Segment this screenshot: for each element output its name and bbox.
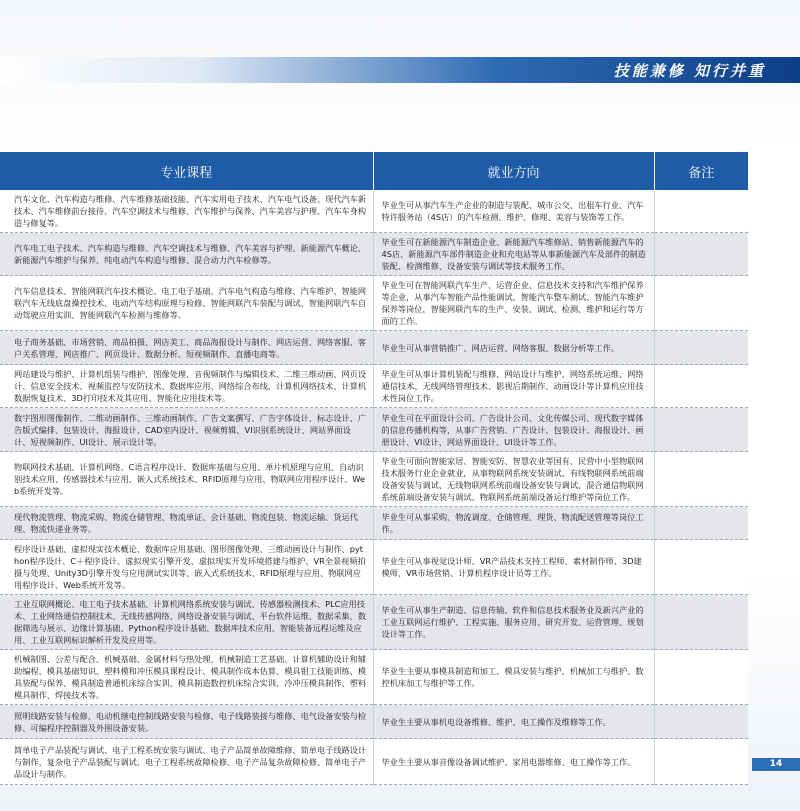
table-row <box>0 507 748 540</box>
courses-cell: 照明线路安装与检修、电动机继电控制线路安装与检修、电子线路装接与维修、电气设备安装与检修、可编程序控制器及外围设备安装。 <box>0 705 373 739</box>
school-motto: 技能兼修 知行并重 <box>613 62 766 80</box>
table-header-row <box>0 152 748 190</box>
notes-cell <box>654 408 748 452</box>
table-row <box>0 650 748 705</box>
courses-cell: 机械制图、公差与配合、机械基础、金属材料与热处理、机械制造工艺基础、计算机辅助设计和辅助编程、模具基础知识、塑料模和冲压模具课程设计、模具制作成本估算、模具钳工技能训练、模具装配与保养、模具制造普通机床综合实训、模具制造数控机床综合实训、冷冲压模具制作、塑料模具制作、焊接技术等。 <box>0 650 373 705</box>
courses-cell: 工业互联网概论、电工电子技术基础、计算机网络系统安装与调试、传感器检测技术、PLC应用技术、工业网络通信控制技术、无线传感网络、网络设备安装与调试、平台软件运维、数据采集、数据筛选与展示、边缘计算基础、Python程序设计基础、数据库技术应用、智能装备远程运维及应用、工业互联网标识解析开发及应用等。 <box>0 595 373 650</box>
courses-cell: 汽车电工电子技术、汽车构造与维修、汽车空调技术与维修、汽车美容与护理、新能源汽车概论、新能源汽车维护与保养、纯电动汽车构造与维修、混合动力汽车检修等。 <box>0 233 373 276</box>
table-row <box>0 233 748 276</box>
column-header-courses: 专业课程 <box>0 152 373 190</box>
courses-cell: 汽车信息技术、智能网联汽车技术概论、电工电子基础、汽车电气构造与维修、汽车维护、智能网联汽车无线底盘操控技术、电动汽车结构原理与检修、智能网联汽车装配与调试、智能网联汽车自动驾驶应用实训、智能网联汽车检测与维修等。 <box>0 276 373 331</box>
courses-cell: 简单电子产品装配与调试、电子工程系统安装与调试、电子产品简单故障维修、简单电子线路设计与制作、复杂电子产品装配与调试、电子工程系统故障检修、电子产品复杂故障检修、简单电子产品设计与制作。 <box>0 739 373 785</box>
column-header-notes: 备注 <box>654 152 748 190</box>
courses-cell: 物联网技术基础、计算机网络、C语言程序设计、数据库基础与应用、单片机原理与应用、自动识别技术应用、传感器技术与应用、嵌入式系统技术、RFID原理与应用、物联网应用程序设计、Web系统开发等。 <box>0 452 373 507</box>
page-number: 14 <box>752 758 800 771</box>
jobs-cell: 毕业生可从事汽车生产企业的制造与装配、城市公交、出租车行业、汽车特许服务站（4S店）的汽车检测、维护、修理、美容与装饰等工作。 <box>373 190 654 233</box>
notes-cell <box>654 276 748 331</box>
courses-cell: 网站建设与维护、计算机组装与维护、图像处理、音视频制作与编辑技术、二维三维动画、网页设计、信息安全技术、视频监控与安防技术、数据库应用、网络综合布线、计算机网络技术、计算机数据恢复技术、3D打印技术及其应用、智能化应用技术等。 <box>0 365 373 408</box>
jobs-cell: 毕业生可从事视觉设计师、VR产品技术支持工程师、素材制作师、3D建模师、VR市场营销、计算机程序设计员等工作。 <box>373 540 654 595</box>
courses-cell: 程序设计基础、虚拟现实技术概论、数据库应用基础、图形图像处理、三维动画设计与制作、python程序设计、C＋程序设计、虚拟现实引擎开发、虚拟现实开发环境搭建与维护、VR全景视频拍摄与处理、Unity3D引擎开发与应用测试实训等、嵌入式系统技术、RFID原理与应用、物联网应用程序设计、Web系统开发等。 <box>0 540 373 595</box>
courses-cell: 汽车文化、汽车构造与维修、汽车维修基础技能、汽车实用电子技术、汽车电气设备、现代汽车新技术、汽车维修前台接待、汽车空调技术与维修、汽车维护与保养、汽车美容与护理、汽车车身构造与修复等。 <box>0 190 373 233</box>
table-row <box>0 540 748 595</box>
jobs-cell: 毕业生可在新能源汽车制造企业、新能源汽车维修站、销售新能源汽车的4S店、新能源汽车部件制造企业和充电站等从事新能源汽车及部件的制造装配、检测维修、设备安装与调试等技术服务工作。 <box>373 233 654 276</box>
jobs-cell: 毕业生主要从事音像设备调试维护、家用电器维修、电工操作等工作。 <box>373 739 654 785</box>
jobs-cell: 毕业生可面向智能家居、智能安防、智慧农业等国有、民营中小型物联网技术服务行业企业就业，从事物联网系统安装调试、有线物联网系统前端设备安装与调试、无线物联网系统前端设备安装与调试、混合通信物联网系统前端设备安装与调试、物联网系统前端设备运行维护等岗位工作。 <box>373 452 654 507</box>
table-row <box>0 408 748 452</box>
column-header-jobs: 就业方向 <box>373 152 654 190</box>
notes-cell <box>654 540 748 595</box>
jobs-cell: 毕业生可在平面设计公司、广告设计公司、文化传媒公司、现代数字媒体的信息传播机构等，从事广告营销、广告设计、包装设计、海报设计、画册设计、VI设计、网站界面设计、UI设计等工作。 <box>373 408 654 452</box>
notes-cell <box>654 190 748 233</box>
table-row <box>0 190 748 233</box>
notes-cell <box>654 739 748 785</box>
jobs-cell: 毕业生可从事生产制造、信息传输、软件和信息技术服务业及新兴产业的工业互联网运行维护、工程实施、服务应用、研究开发、运营管理、规划设计等工作。 <box>373 595 654 650</box>
table-row <box>0 739 748 785</box>
courses-cell: 现代物流管理、物流采购、物流仓储管理、物流单证、会计基础、物流包装、物流运输、货运代理、物流快递业务等。 <box>0 507 373 540</box>
notes-cell <box>654 507 748 540</box>
jobs-cell: 毕业生可在智能网联汽车生产、运营企业、信息技术支持和汽车维护保养等企业，从事汽车智能产品性能调试、智能汽车整车测试、智能汽车维护保养等岗位，智能网联汽车的生产、安装、调试、检测、维护和运行等方面的工作。 <box>373 276 654 331</box>
jobs-cell: 毕业生可从事营销推广、网店运营、网络客服、数据分析等工作。 <box>373 331 654 365</box>
table-row <box>0 365 748 408</box>
courses-cell: 电子商务基础、市场营销、商品拍摄、网店美工、商品海报设计与制作、网店运营、网络客服、客户关系管理、网店推广、网页设计、数据分析、短视频制作、直播电商等。 <box>0 331 373 365</box>
table-row <box>0 452 748 507</box>
table-row <box>0 276 748 331</box>
notes-cell <box>654 233 748 276</box>
notes-cell <box>654 365 748 408</box>
jobs-cell: 毕业生主要从事机电设备维修、维护、电工操作及维修等工作。 <box>373 705 654 739</box>
notes-cell <box>654 452 748 507</box>
jobs-cell: 毕业生可从事计算机装配与维修、网站设计与维护、网络系统运维、网络通信技术、无线网络管理技术、影视后期制作、动画设计等计算机应用技术性岗位工作。 <box>373 365 654 408</box>
courses-cell: 数字图形图像制作、二维动画制作、三维动画制作、广告文案撰写、广告字体设计、标志设计、广告版式编排、包装设计、海报设计、CAD室内设计、视频剪辑、VI识别系统设计、网站界面设计、短视频制作、UI设计、展示设计等。 <box>0 408 373 452</box>
notes-cell <box>654 705 748 739</box>
jobs-cell: 毕业生可从事采购、物流调度、仓储管理、理货、物流配送管理等岗位工作。 <box>373 507 654 540</box>
notes-cell <box>654 650 748 705</box>
table-row <box>0 595 748 650</box>
table-row <box>0 705 748 739</box>
notes-cell <box>654 595 748 650</box>
program-table <box>0 152 748 785</box>
jobs-cell: 毕业生主要从事模具制造和加工、模具安装与维护、机械加工与维护、数控机床加工与维护等工作。 <box>373 650 654 705</box>
table-row <box>0 331 748 365</box>
notes-cell <box>654 331 748 365</box>
